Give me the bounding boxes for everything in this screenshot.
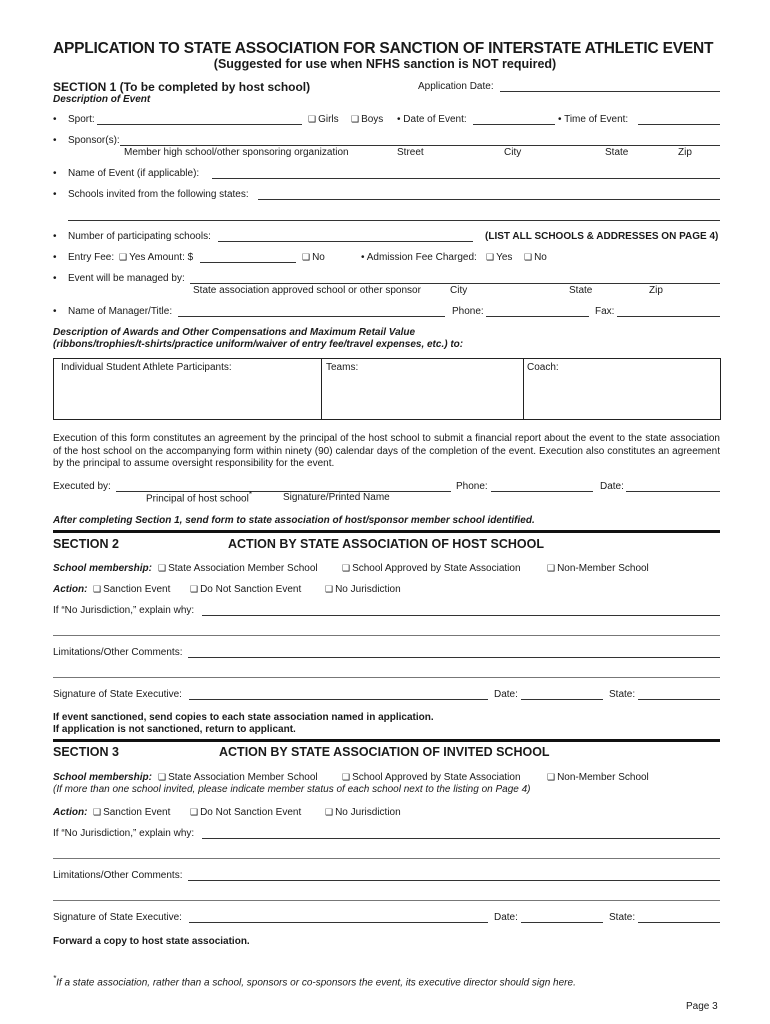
footnote: [53, 974, 576, 988]
date-of-event-label: • Date of Event:: [397, 114, 467, 125]
s2-explain-label: If “No Jurisdiction,” explain why:: [53, 605, 195, 616]
event-name-label: Name of Event (if applicable):: [68, 168, 200, 179]
signature-printed-caption: Signature/Printed Name: [283, 492, 390, 503]
table-header-teams[interactable]: Teams:: [326, 362, 359, 373]
s3-not-sanction-label: Do Not Sanction Event: [200, 807, 302, 818]
s2-note-1: If event sanctioned, send copies to each state association named in application.: [53, 712, 434, 723]
s3-explain-field[interactable]: [202, 838, 720, 839]
bullet: •: [53, 306, 57, 317]
footnote-asterisk: *: [53, 974, 57, 983]
checkbox-icon[interactable]: ❑: [308, 114, 317, 124]
s3-state-field[interactable]: [638, 922, 720, 923]
s3-member-label: State Association Member School: [168, 772, 318, 783]
s2-signature-label: Signature of State Executive:: [53, 689, 182, 700]
managed-city-caption: City: [450, 285, 468, 296]
event-name-field[interactable]: [212, 178, 720, 179]
principal-caption: [146, 490, 252, 504]
section2-number: SECTION 2: [53, 537, 119, 551]
checkbox-icon[interactable]: ❑: [119, 252, 128, 262]
table-header-individual[interactable]: Individual Student Athlete Participants:: [61, 362, 232, 373]
checkbox-icon[interactable]: ❑: [547, 772, 556, 782]
entry-fee-yes-label: Yes Amount: $: [129, 252, 194, 263]
s3-signature-field[interactable]: [189, 922, 488, 923]
s2-not-sanction-option[interactable]: [190, 584, 301, 595]
s3-no-jurisdiction-option[interactable]: [325, 807, 401, 818]
checkbox-icon[interactable]: ❑: [325, 807, 334, 817]
time-of-event-label: • Time of Event:: [558, 114, 629, 125]
s3-approved-label: School Approved by State Association: [352, 772, 521, 783]
s2-signature-field[interactable]: [189, 699, 488, 700]
girls-label: Girls: [318, 114, 339, 125]
table-header-coach[interactable]: Coach:: [527, 362, 559, 373]
phone-label: Phone:: [452, 306, 484, 317]
application-date-field[interactable]: [500, 91, 720, 92]
checkbox-icon[interactable]: ❑: [158, 563, 167, 573]
entry-fee-label: Entry Fee:: [68, 252, 115, 263]
application-date-label: Application Date:: [418, 81, 494, 92]
footnote-text: If a state association, rather than a school, sponsors or co-sponsors the event, its executive director should sign here.: [56, 977, 576, 989]
list-all-note: (LIST ALL SCHOOLS & ADDRESSES ON PAGE 4): [485, 231, 719, 242]
checkbox-icon[interactable]: ❑: [93, 584, 102, 594]
s3-explain-field-2[interactable]: [53, 858, 720, 859]
schools-invited-label: Schools invited from the following states:: [68, 189, 249, 200]
managed-org-caption: State association approved school or other sponsor: [193, 285, 421, 296]
s3-explain-label: If “No Jurisdiction,” explain why:: [53, 828, 195, 839]
fax-label: Fax:: [595, 306, 615, 317]
s2-nonmember-option[interactable]: [547, 563, 649, 574]
s2-date-field[interactable]: [521, 699, 603, 700]
s3-approved-option[interactable]: [342, 772, 521, 783]
time-of-event-field[interactable]: [638, 124, 720, 125]
sponsor-zip-caption: Zip: [678, 147, 692, 158]
checkbox-icon[interactable]: ❑: [302, 252, 311, 262]
s2-member-option[interactable]: [158, 563, 318, 574]
entry-fee-no-label: No: [312, 252, 325, 263]
s2-state-label: State:: [609, 689, 636, 700]
section1-heading: SECTION 1 (To be completed by host school): [53, 80, 311, 94]
s2-not-sanction-label: Do Not Sanction Event: [200, 584, 302, 595]
s2-explain-field-2[interactable]: [53, 635, 720, 636]
table-divider: [523, 358, 524, 419]
s3-date-label: Date:: [494, 912, 518, 923]
s2-note-2: If application is not sanctioned, return to applicant.: [53, 724, 296, 735]
page-number: Page 3: [686, 1001, 718, 1012]
s3-action-label: Action:: [53, 807, 88, 818]
sport-label: Sport:: [68, 114, 95, 125]
s2-explain-field[interactable]: [202, 615, 720, 616]
s3-limitations-field[interactable]: [188, 880, 720, 881]
sponsors-field[interactable]: [120, 145, 720, 146]
s2-action-label: Action:: [53, 584, 88, 595]
sponsor-street-caption: Street: [397, 147, 424, 158]
checkbox-icon[interactable]: ❑: [325, 584, 334, 594]
s3-multi-school-note: (If more than one school invited, please indicate member status of each school next to the listing on Page 4): [53, 784, 531, 795]
bullet: •: [53, 231, 57, 242]
admission-yes-label: Yes: [496, 252, 513, 263]
checkbox-icon[interactable]: ❑: [351, 114, 360, 124]
checkbox-icon[interactable]: ❑: [486, 252, 495, 262]
section3-title: ACTION BY STATE ASSOCIATION OF INVITED SCHOOL: [219, 745, 550, 759]
boys-label: Boys: [361, 114, 384, 125]
awards-heading-line1: Description of Awards and Other Compensations and Maximum Retail Value: [53, 327, 416, 338]
principal-label: Principal of host school: [146, 493, 249, 505]
s3-sanction-label: Sanction Event: [103, 807, 171, 818]
after-section1-note: After completing Section 1, send form to state association of host/sponsor member school identified.: [53, 515, 535, 526]
s2-approved-label: School Approved by State Association: [352, 563, 521, 574]
managed-state-caption: State: [569, 285, 593, 296]
awards-heading-line2: (ribbons/trophies/t-shirts/practice uniform/waiver of entry fee/travel expenses, etc.) to:: [53, 339, 464, 350]
executed-date-label: Date:: [600, 481, 624, 492]
admission-yes-option[interactable]: [486, 252, 512, 263]
s2-no-jurisdiction-label: No Jurisdiction: [335, 584, 401, 595]
s2-member-label: State Association Member School: [168, 563, 318, 574]
s3-state-label: State:: [609, 912, 636, 923]
s2-date-label: Date:: [494, 689, 518, 700]
sponsor-city-caption: City: [504, 147, 522, 158]
s2-sanction-option[interactable]: [93, 584, 170, 595]
s3-limitations-label: Limitations/Other Comments:: [53, 870, 183, 881]
bullet: •: [53, 189, 57, 200]
entry-fee-no-option[interactable]: [302, 252, 325, 263]
form-title: APPLICATION TO STATE ASSOCIATION FOR SANCTION OF INTERSTATE ATHLETIC EVENT: [53, 40, 714, 57]
s3-member-option[interactable]: [158, 772, 318, 783]
schools-invited-field-2[interactable]: [68, 220, 720, 221]
checkbox-icon[interactable]: ❑: [190, 584, 199, 594]
girls-option[interactable]: [308, 114, 339, 125]
s2-limitations-field-2[interactable]: [53, 677, 720, 678]
executed-by-label: Executed by:: [53, 481, 111, 492]
bullet: •: [53, 114, 57, 125]
s3-limitations-field-2[interactable]: [53, 900, 720, 901]
description-heading: Description of Event: [53, 94, 151, 105]
s2-sanction-label: Sanction Event: [103, 584, 171, 595]
s3-sanction-option[interactable]: [93, 807, 170, 818]
s3-nonmember-option[interactable]: [547, 772, 649, 783]
admission-label: • Admission Fee Charged:: [361, 252, 477, 263]
manager-label: Name of Manager/Title:: [68, 306, 173, 317]
sponsor-org-caption: Member high school/other sponsoring organization: [124, 147, 349, 158]
admission-no-option[interactable]: [524, 252, 547, 263]
bullet: •: [53, 168, 57, 179]
s2-limitations-field[interactable]: [188, 657, 720, 658]
s2-approved-option[interactable]: [342, 563, 521, 574]
s2-membership-label: School membership:: [53, 563, 152, 574]
checkbox-icon[interactable]: ❑: [158, 772, 167, 782]
section2-title: ACTION BY STATE ASSOCIATION OF HOST SCHOOL: [228, 537, 544, 551]
managed-by-field[interactable]: [190, 283, 720, 284]
participating-label: Number of participating schools:: [68, 231, 211, 242]
table-divider: [321, 358, 322, 419]
executed-date-field[interactable]: [626, 491, 720, 492]
participating-field[interactable]: [218, 241, 473, 242]
executed-phone-field[interactable]: [491, 491, 593, 492]
checkbox-icon[interactable]: ❑: [547, 563, 556, 573]
s3-nonmember-label: Non-Member School: [557, 772, 649, 783]
executed-phone-label: Phone:: [456, 481, 488, 492]
managed-by-label: Event will be managed by:: [68, 273, 185, 284]
section3-number: SECTION 3: [53, 745, 119, 759]
bullet: •: [53, 273, 57, 284]
phone-field[interactable]: [486, 316, 589, 317]
s3-date-field[interactable]: [521, 922, 603, 923]
s2-no-jurisdiction-option[interactable]: [325, 584, 401, 595]
schools-invited-field[interactable]: [258, 199, 720, 200]
s2-limitations-label: Limitations/Other Comments:: [53, 647, 183, 658]
s3-signature-label: Signature of State Executive:: [53, 912, 182, 923]
checkbox-icon[interactable]: ❑: [342, 772, 351, 782]
entry-fee-yes-option[interactable]: [119, 252, 193, 263]
form-subtitle: (Suggested for use when NFHS sanction is NOT required): [213, 57, 557, 71]
sponsor-state-caption: State: [605, 147, 629, 158]
managed-zip-caption: Zip: [649, 285, 663, 296]
checkbox-icon[interactable]: ❑: [342, 563, 351, 573]
checkbox-icon[interactable]: ❑: [190, 807, 199, 817]
sponsors-label: Sponsor(s):: [68, 135, 120, 146]
asterisk: *: [248, 490, 252, 499]
boys-option[interactable]: [351, 114, 383, 125]
section3-rule: [53, 739, 720, 742]
bullet: •: [53, 135, 57, 146]
entry-fee-amount-field[interactable]: [200, 262, 296, 263]
section2-rule: [53, 530, 720, 533]
s3-forward-note: Forward a copy to host state association.: [53, 936, 250, 947]
sport-field[interactable]: [97, 124, 302, 125]
s3-no-jurisdiction-label: No Jurisdiction: [335, 807, 401, 818]
agreement-text: Execution of this form constitutes an agreement by the principal of the host school to submit a financial report about the event to the state association of the host school on the accompanying form within ninety (90) calendar days of the completion of the event. Execution also constitutes an agreement by the principal to assume oversight responsibility for the event.: [53, 433, 720, 469]
bullet: •: [53, 252, 57, 263]
admission-no-label: No: [534, 252, 547, 263]
s3-membership-label: School membership:: [53, 772, 152, 783]
s2-nonmember-label: Non-Member School: [557, 563, 649, 574]
checkbox-icon[interactable]: ❑: [524, 252, 533, 262]
fax-field[interactable]: [617, 316, 720, 317]
manager-field[interactable]: [178, 316, 445, 317]
s2-state-field[interactable]: [638, 699, 720, 700]
checkbox-icon[interactable]: ❑: [93, 807, 102, 817]
s3-not-sanction-option[interactable]: [190, 807, 301, 818]
date-of-event-field[interactable]: [473, 124, 555, 125]
